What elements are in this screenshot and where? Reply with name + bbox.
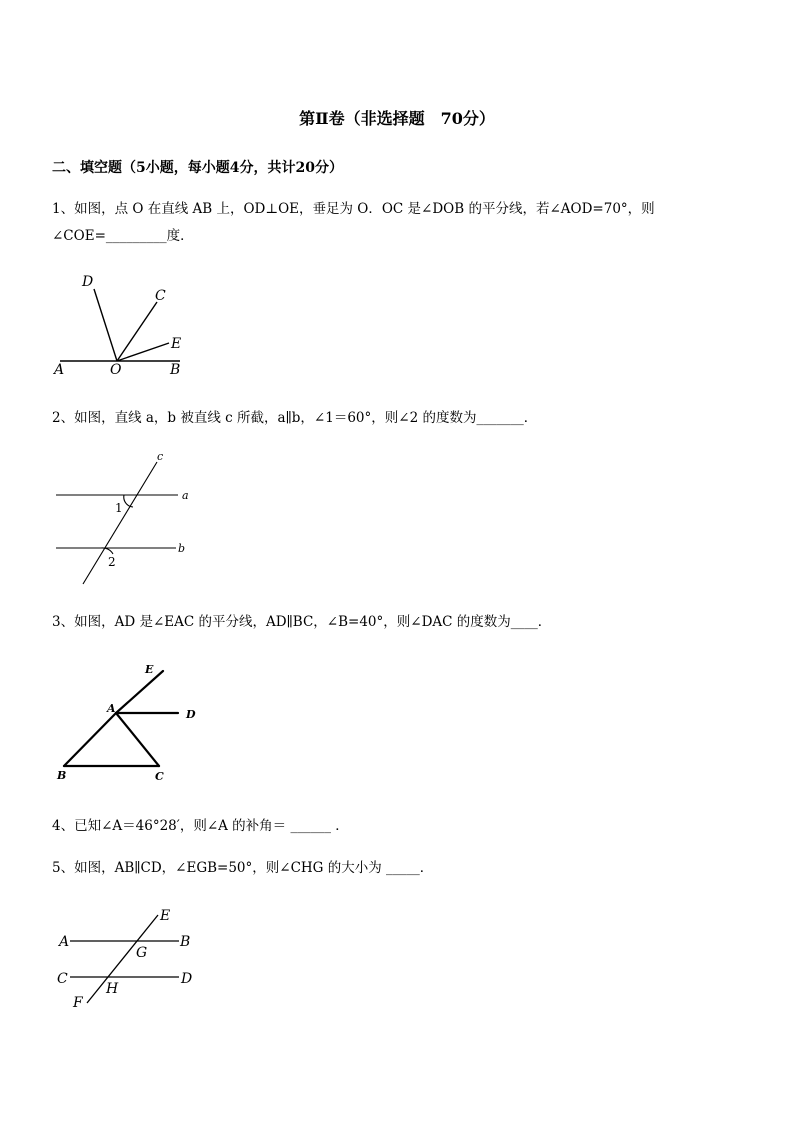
label-d: D bbox=[82, 274, 94, 290]
label-b-line: b bbox=[178, 542, 186, 555]
question-4-text: 4、已知∠A＝46°28′，则∠A 的补角＝ ______ ． bbox=[52, 818, 349, 834]
page-title: 第Ⅱ卷（非选择题 70分） bbox=[299, 109, 495, 128]
label-a: A bbox=[107, 702, 116, 715]
label-g: G bbox=[136, 945, 148, 961]
line-ef bbox=[87, 915, 158, 1003]
label-d: D bbox=[186, 708, 196, 721]
question-3-text: 3、如图，AD 是∠EAC 的平分线，AD∥BC，∠B=40°，则∠DAC 的度数为____． bbox=[52, 614, 552, 630]
label-c: C bbox=[155, 770, 164, 783]
label-f: F bbox=[73, 995, 83, 1011]
question-2-text: 2、如图，直线 a，b 被直线 c 所截，a∥b，∠1＝60°，则∠2 的度数为_______． bbox=[52, 410, 538, 426]
label-angle-2: 2 bbox=[108, 555, 116, 569]
label-a: A bbox=[54, 362, 65, 378]
label-c-line: c bbox=[157, 450, 164, 463]
label-e: E bbox=[171, 336, 182, 352]
label-d: D bbox=[181, 971, 193, 987]
section-heading: 二、填空题（5小题，每小题4分，共计20分） bbox=[52, 160, 343, 176]
label-b: B bbox=[57, 769, 67, 782]
label-e: E bbox=[160, 908, 171, 924]
label-a: A bbox=[59, 934, 70, 950]
label-c: C bbox=[57, 971, 68, 987]
label-a-line: a bbox=[182, 489, 189, 502]
label-e: E bbox=[145, 663, 154, 676]
label-h: H bbox=[106, 981, 119, 997]
label-b: B bbox=[170, 362, 181, 378]
label-c: C bbox=[155, 288, 166, 304]
label-b: B bbox=[180, 934, 191, 950]
question-1-line-1: 1、如图，点 O 在直线 AB 上，OD⊥OE，垂足为 O．OC 是∠DOB 的平分线，若∠AOD=70°，则 bbox=[52, 201, 655, 217]
label-angle-1: 1 bbox=[115, 501, 123, 515]
question-1-line-2: ∠COE=_________度． bbox=[52, 228, 194, 244]
question-5-text: 5、如图，AB∥CD，∠EGB=50°，则∠CHG 的大小为 _____． bbox=[52, 860, 434, 876]
label-o: O bbox=[110, 362, 122, 378]
